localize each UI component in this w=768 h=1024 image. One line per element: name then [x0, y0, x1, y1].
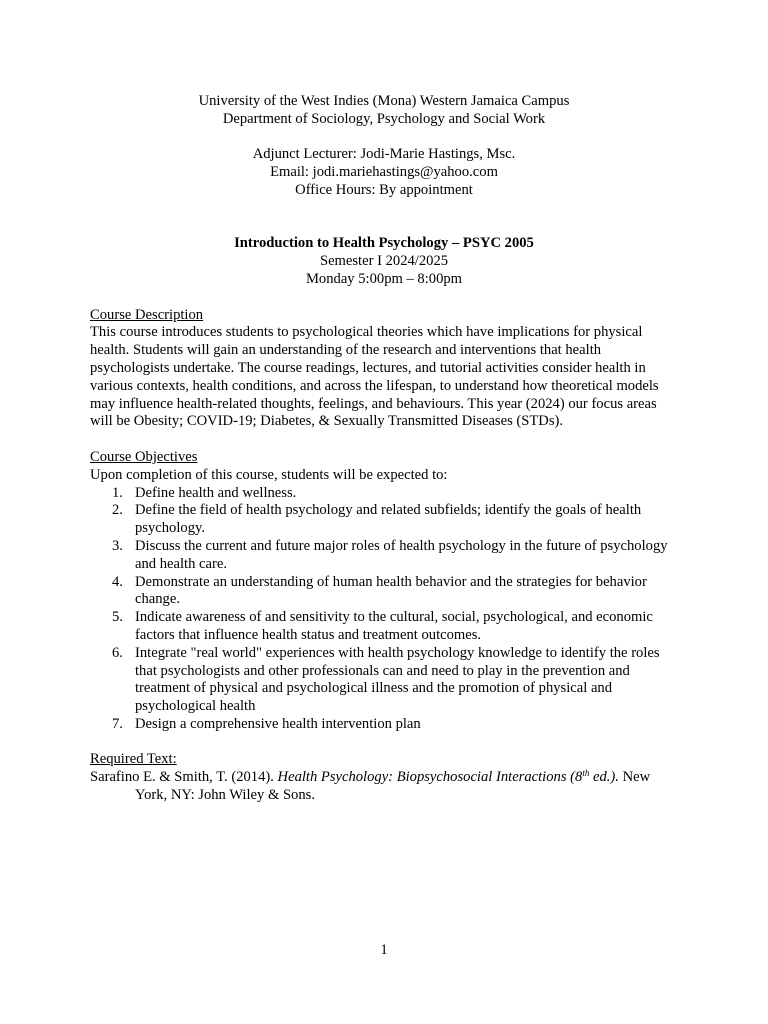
objective-item: Indicate awareness of and sensitivity to the cultural, social, psychological, and economic factors that influence health status and treatment outcomes.	[135, 609, 653, 643]
course-description-text: This course introduces students to psychological theories which have implications for physical health. Students will gain an understanding of the research and interventions that health psychologists undertake. The course readings, lectures, and tutorial activities consider health in various contexts, health conditions, and across the lifespan, to understand how theoretical models may influence health-related thoughts, feelings, and behaviours. This year (2024) our focus areas will be Obesity; COVID-19; Diabetes, & Sexually Transmitted Diseases (STDs).	[90, 324, 659, 430]
course-objectives-heading: Course Objectives	[90, 448, 198, 465]
reference-title: Health Psychology: Biopsychosocial Interactions (8th ed.).	[277, 768, 619, 786]
course-title: Introduction to Health Psychology – PSYC 2005	[234, 235, 534, 252]
course-objectives-intro: Upon completion of this course, students will be expected to:	[90, 466, 448, 483]
course-info	[90, 235, 678, 288]
lecturer-name: Adjunct Lecturer: Jodi-Marie Hastings, Msc.	[252, 146, 516, 163]
header-block	[90, 93, 678, 200]
objective-item: Demonstrate an understanding of human health behavior and the strategies for behavior change.	[135, 573, 647, 608]
department-name: Department of Sociology, Psychology and Social Work	[222, 110, 546, 127]
course-description-section	[90, 307, 678, 432]
course-schedule: Monday 5:00pm – 8:00pm	[305, 270, 463, 287]
reference-publisher: New York, NY: John Wiley & Sons.	[135, 769, 651, 804]
required-text-heading: Required Text:	[90, 751, 177, 768]
lecturer-email: Email: jodi.mariehastings@yahoo.com	[270, 164, 498, 181]
course-semester: Semester I 2024/2025	[319, 253, 449, 270]
required-text-section	[90, 751, 678, 804]
objective-item: Design a comprehensive health intervention plan	[135, 715, 421, 732]
office-hours: Office Hours: By appointment	[295, 181, 473, 198]
reference-edition-superscript: th	[582, 768, 590, 779]
objective-item: Discuss the current and future major roles of health psychology in the future of psychology and health care.	[135, 537, 668, 572]
page-number: 1	[380, 942, 388, 958]
objective-item: Define health and wellness.	[135, 484, 297, 501]
required-text-reference	[90, 769, 678, 805]
document-page	[90, 93, 678, 805]
objective-item: Define the field of health psychology and related subfields; identify the goals of health psychology.	[135, 502, 642, 537]
course-description-heading: Course Description	[90, 306, 204, 323]
objective-item: Integrate "real world" experiences with health psychology knowledge to identify the roles that psychologists and other professionals can and need to play in the prevention and treatment of physical and psychological illness and the promotion of physical and psychological health	[135, 644, 660, 715]
objectives-list	[90, 485, 678, 734]
reference-authors: Sarafino E. & Smith, T. (2014).	[90, 769, 278, 786]
course-objectives-section	[90, 449, 678, 734]
university-name: University of the West Indies (Mona) Western Jamaica Campus	[198, 93, 570, 109]
